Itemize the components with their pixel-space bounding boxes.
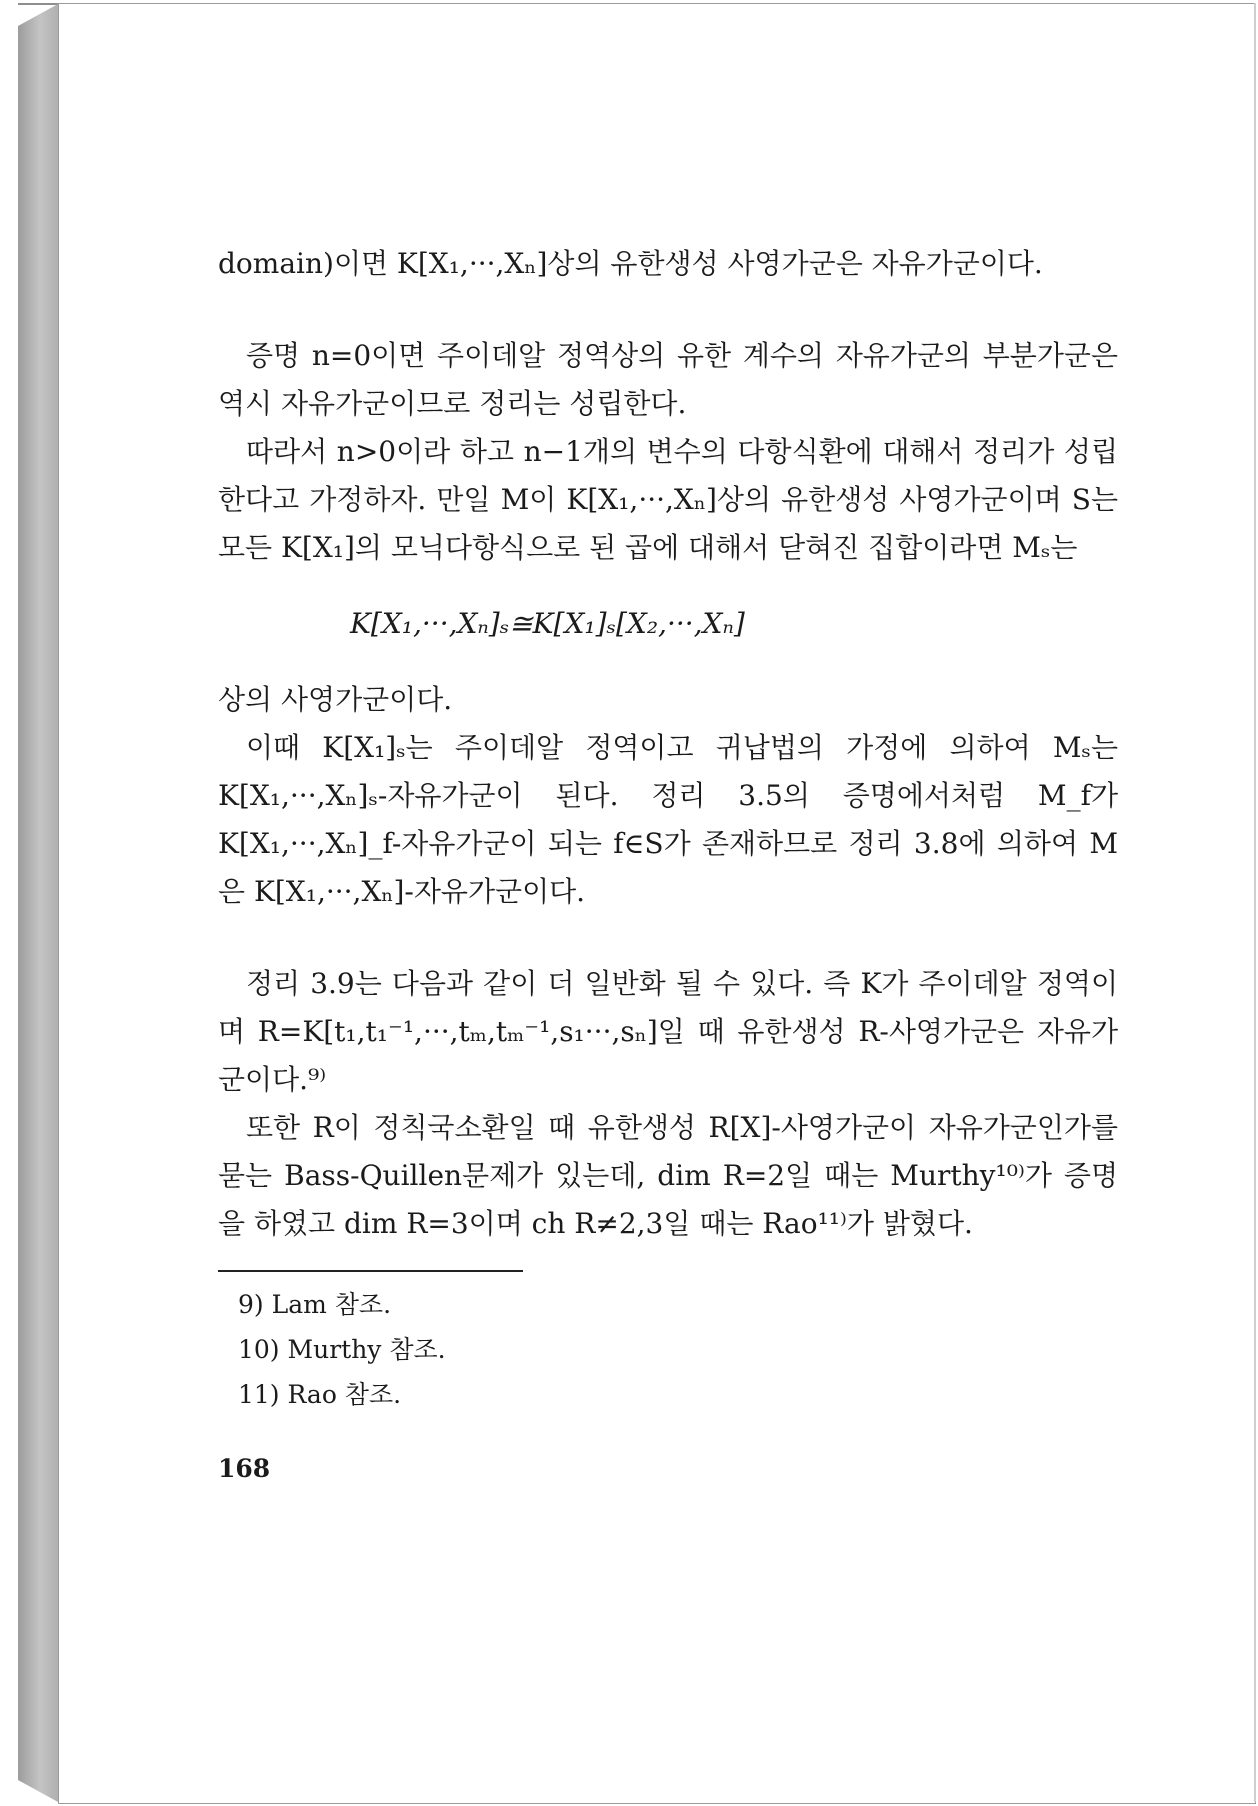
book-spine [18,4,58,1802]
page-number: 168 [218,1454,271,1483]
page-right-edge [1254,3,1256,1802]
paragraph-conclusion: 이때 K[X₁]ₛ는 주이데알 정역이고 귀납법의 가정에 의하여 Mₛ는 K[X₁,···,Xₙ]ₛ-자유가군이 된다. 정리 3.5의 증명에서처럼 M_f가 K[X₁,···,Xₙ]_f-자유가군이 되는 f∈S가 존재하므로 정리 3.8에 의하여 M은 K[X₁,···,Xₙ]-자유가군이다. [218,731,1118,908]
paragraph-generalization: 정리 3.9는 다음과 같이 더 일반화 될 수 있다. 즉 K가 주이데알 정역이며 R=K[t₁,t₁⁻¹,···,tₘ,tₘ⁻¹,s₁···,sₙ]일 때 유한생성 R-사영가군은 자유가군이다.⁹⁾ [218,967,1118,1096]
footnote-10: 10) Murthy 참조. [238,1335,446,1364]
footnote-9: 9) Lam 참조. [238,1290,392,1319]
paragraph-bass-quillen: 또한 R이 정칙국소환일 때 유한생성 R[X]-사영가군이 자유가군인가를 묻는 Bass-Quillen문제가 있는데, dim R=2일 때는 Murthy¹⁰⁾가 증명을 하였고 dim R=3이며 ch R≠2,3일 때는 Rao¹¹⁾가 밝혔다. [218,1111,1118,1240]
paragraph-proof: 증명 n=0이면 주이데알 정역상의 유한 계수의 자유가군의 부분가군은 역시 자유가군이므로 정리는 성립한다. [218,339,1118,420]
footnote-11: 11) Rao 참조. [238,1380,402,1409]
paragraph-projective: 상의 사영가군이다. [218,683,453,716]
display-equation: K[X₁,···,Xₙ]ₛ≅K[X₁]ₛ[X₂,···,Xₙ] [350,607,745,640]
footnote-divider [218,1270,523,1272]
page-content [218,240,1118,1493]
paragraph-theorem-end: domain)이면 K[X₁,···,Xₙ]상의 유한생성 사영가군은 자유가군이다. [218,247,1043,280]
paragraph-induction: 따라서 n>0이라 하고 n−1개의 변수의 다항식환에 대해서 정리가 성립한다고 가정하자. 만일 M이 K[X₁,···,Xₙ]상의 유한생성 사영가군이며 S는 모든 K[X₁]의 모닉다항식으로 된 곱에 대해서 닫혀진 집합이라면 Mₛ는 [218,435,1118,564]
